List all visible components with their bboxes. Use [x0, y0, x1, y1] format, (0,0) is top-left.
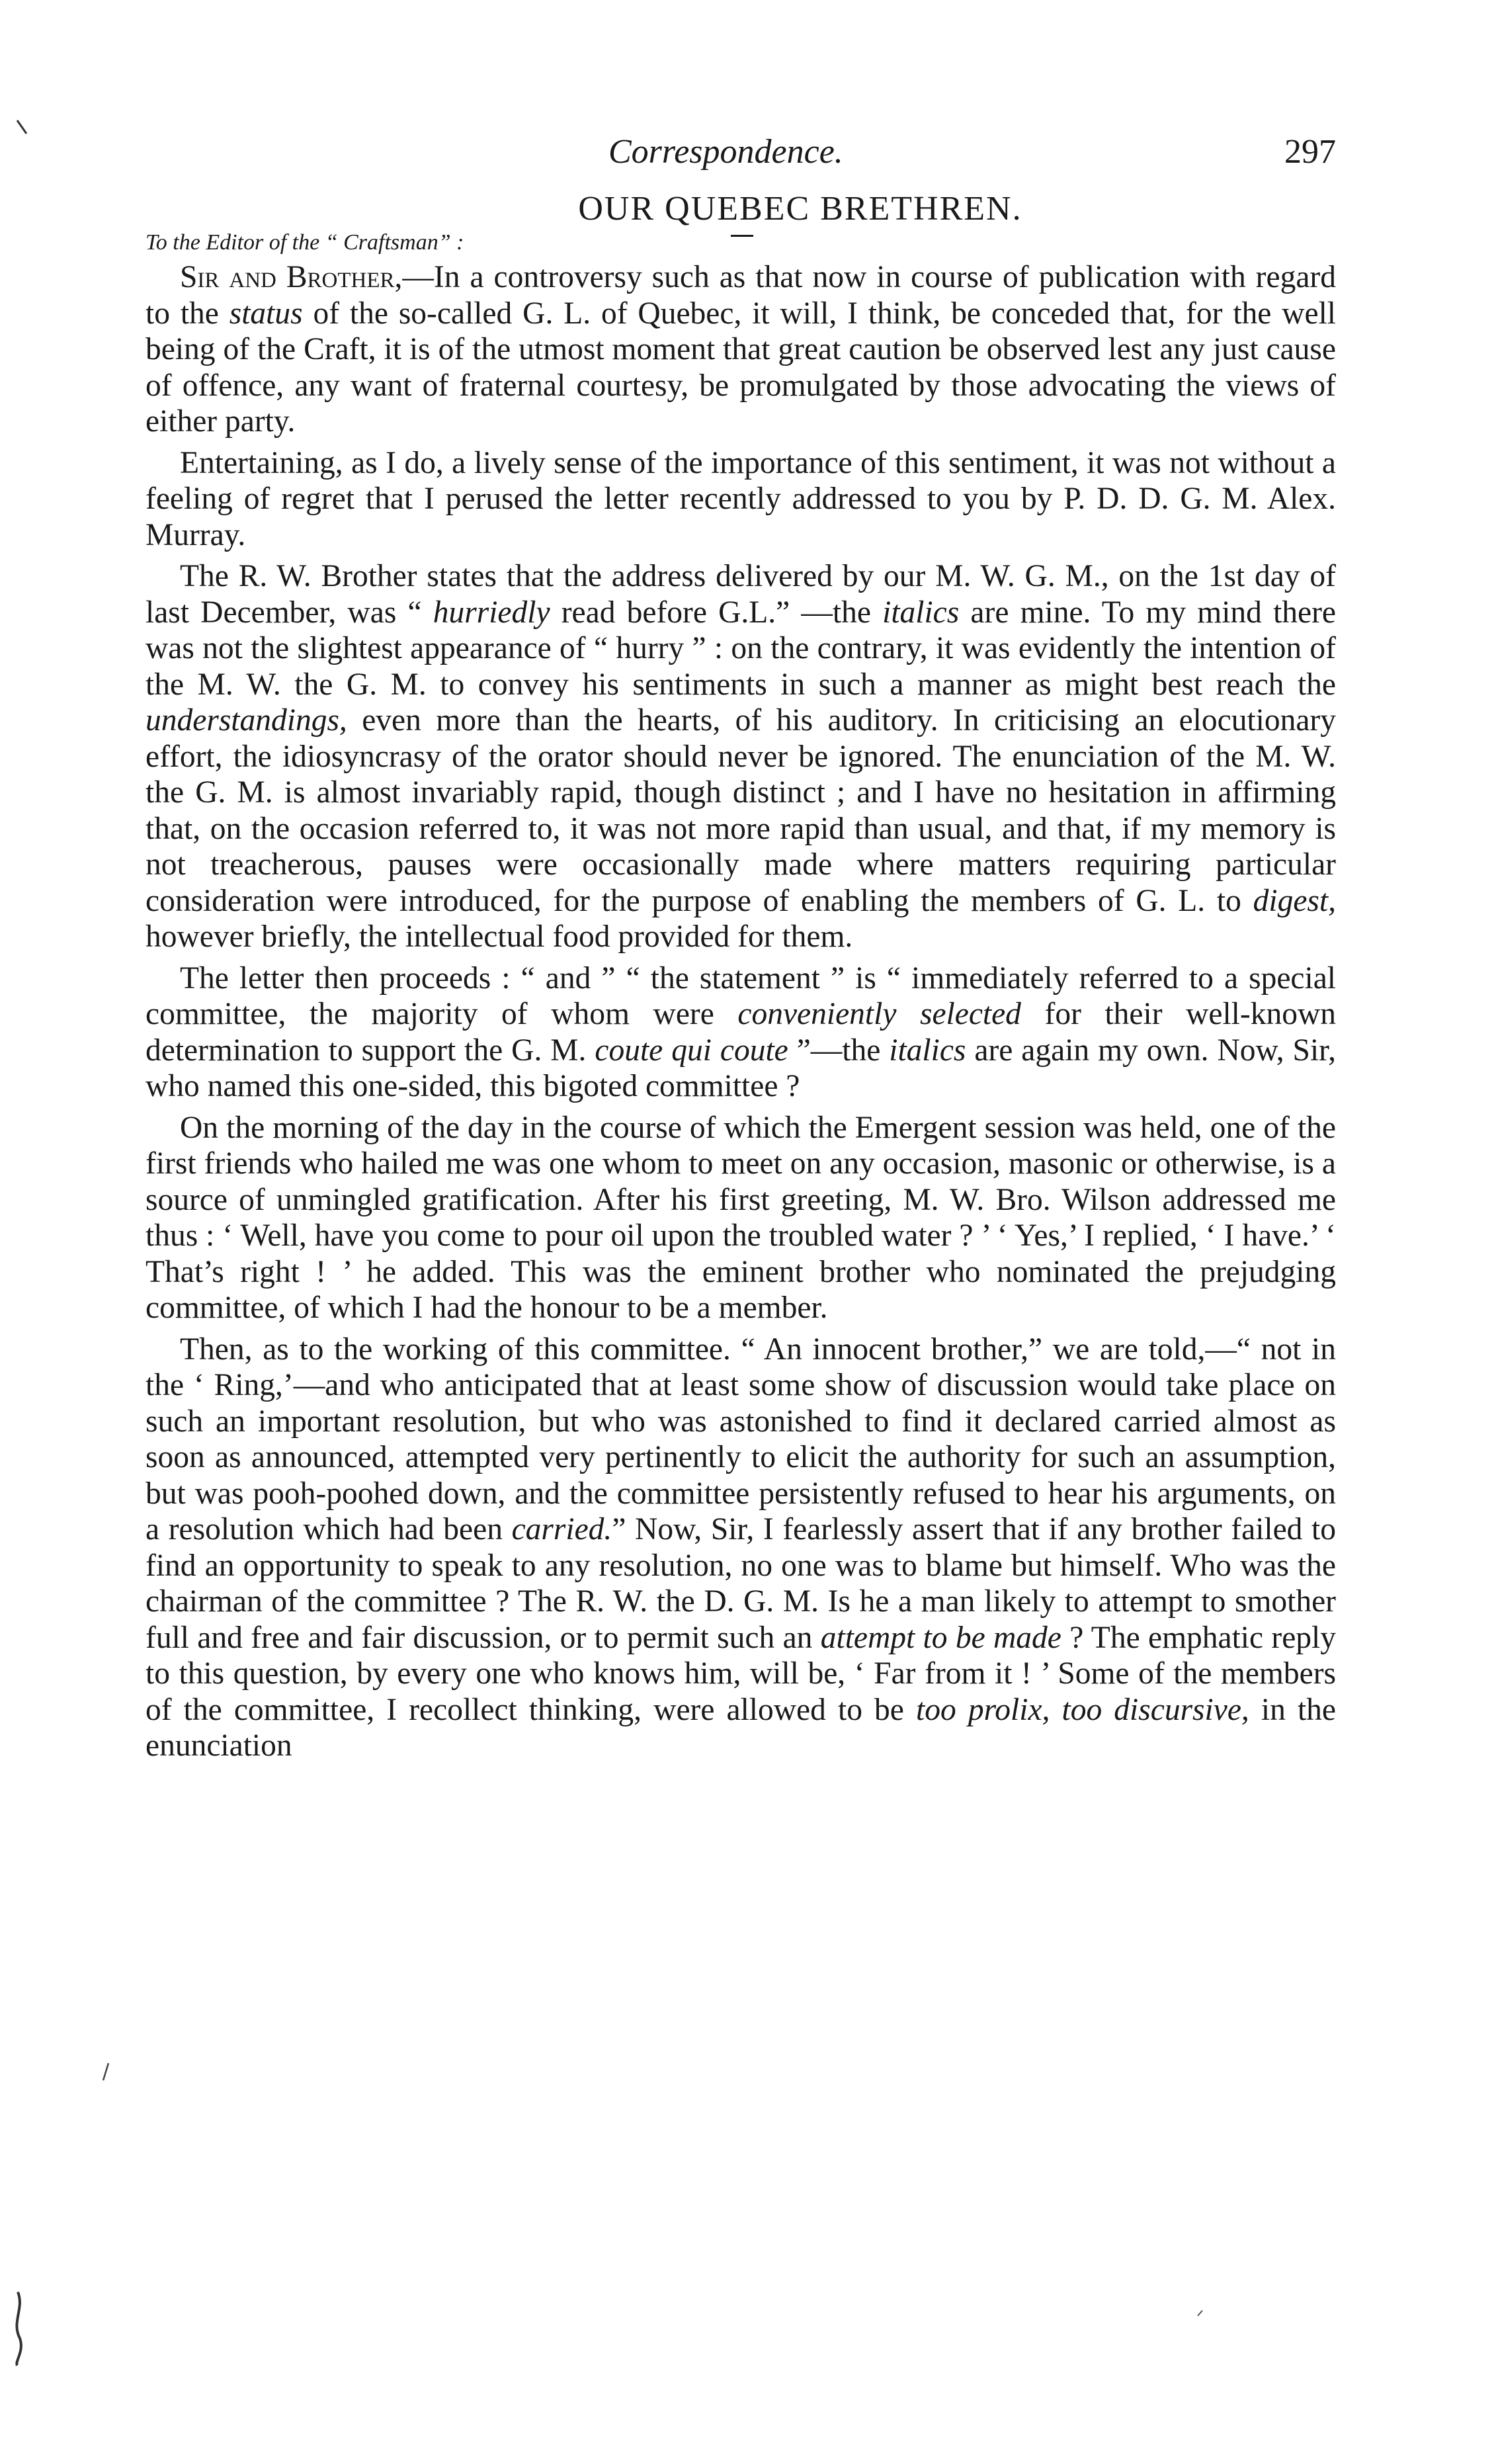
paragraph-6 — [145, 1332, 1336, 1764]
text-run: in the enunciation — [145, 1692, 1336, 1763]
text-run: however briefly, the intellectual food provided for them. — [145, 919, 853, 954]
italic-run: coute qui coute — [595, 1033, 788, 1068]
text-run: ” Now, Sir, I fearlessly assert that if any brother failed to find an opportunity to speak to any resolution, no one was to blame but himself. Who was the chairman of the committee ? The R. W. the D. G. M. Is he a man likely to attempt to smother full and free and fair discussion, or to permit such an — [145, 1512, 1337, 1655]
italic-run: italics — [882, 595, 960, 630]
article-title: OUR QUEBEC BRETHREN. — [578, 190, 1022, 228]
text-run: The letter then proceeds : “ and ” “ the statement ” is “ immediately referred to a special committee, the majority of whom were — [145, 960, 1336, 1031]
text-run: of the so-called G. L. of Quebec, it will, I think, be conceded that, for the well being of the Craft, it is of the utmost moment that great caution be observed lest any just cause of offence, any want of fraternal courtesy, be promulgated by those advocating the views of either party. — [145, 296, 1336, 439]
opening-address: Sir and Brother, — [180, 260, 403, 294]
scan-mark-margin — [99, 2060, 112, 2083]
italic-run: digest, — [1253, 883, 1336, 918]
text-run: even more than the hearts, of his auditory. In criticising an elocutionary effort, the idiosyncrasy of the orator should never be ignored. The enunciation of the M. W. the G. M. is almost invariably rapid, though distinct ; and I have no hesitation in affirming that, on the occasion referred to, it was not more rapid than usual, and that, if my memory is not treacherous, pauses were occasionally made where matters requiring particular consideration were introduced, for the purpose of enabling the members of G. L. to — [145, 703, 1336, 918]
salutation: To the Editor of the “ Craftsman” : — [145, 230, 464, 255]
paragraph-5 — [145, 1110, 1336, 1326]
paragraph-4 — [145, 960, 1336, 1105]
paragraph-2 — [145, 445, 1336, 554]
text-run: ”—the — [788, 1033, 890, 1068]
letter-body — [145, 259, 1336, 1764]
italic-run: understandings, — [145, 703, 347, 738]
text-run: The R. W. Brother states that the address delivered by our M. W. G. M., on the 1st day of last December, was “ — [145, 559, 1336, 630]
italic-run: italics — [889, 1033, 966, 1068]
scan-dot — [1196, 2309, 1205, 2318]
text-run: Entertaining, as I do, a lively sense of the importance of this sentiment, it was not without a feeling of regret that I perused the letter recently addressed to you by P. D. D. G. M. Alex. Murray. — [145, 445, 1336, 552]
italic-run: too prolix, too discursive, — [916, 1692, 1249, 1727]
text-run: are again my own. Now, Sir, who named this one-sided, this bigoted committee ? — [145, 1033, 1336, 1103]
page — [145, 132, 1336, 1769]
text-run: read before G.L.” —the — [550, 595, 883, 630]
italic-run: status — [229, 296, 303, 331]
text-run: for their well-known determination to support the G. M. — [145, 997, 1336, 1068]
paragraph-1 — [145, 259, 1336, 440]
scan-mark-bottom-left — [8, 2289, 28, 2368]
text-run: ? The emphatic reply to this question, by every one who knows him, will be, ‘ Far from it ! ’ Some of the members of the committee, I recollect thinking, were allowed to be — [145, 1620, 1337, 1727]
text-run: Then, as to the working of this committee. “ An innocent brother,” we are told,—“ not in the ‘ Ring,’—and who anticipated that at least some show of discussion would take place on such an important resolution, but who was astonished to find it declared carried almost as soon as announced, attempted very pertinently to elicit the authority for such an assumption, but was pooh-poohed down, and the committee persistently refused to hear his arguments, on a resolution which had been — [145, 1332, 1336, 1547]
italic-run: attempt to be made — [820, 1620, 1061, 1655]
running-head-section: Correspondence. — [608, 133, 843, 171]
paragraph-3 — [145, 558, 1336, 955]
scan-mark-top-left — [15, 118, 30, 138]
italic-run: conveniently selected — [737, 997, 1021, 1031]
running-head — [145, 132, 1336, 185]
text-run: —In a controversy such as that now in course of publication with regard to the — [145, 260, 1336, 331]
italic-run: hurriedly — [433, 595, 550, 630]
text-run: are mine. To my mind there was not the slightest appearance of “ hurry ” : on the contrary, it was evidently the intention of the M. W. the G. M. to convey his sentiments in such a manner as might best reach the — [145, 595, 1337, 702]
page-number: 297 — [1284, 133, 1336, 171]
italic-run: carried. — [511, 1512, 612, 1547]
text-run: On the morning of the day in the course of which the Emergent session was held, one of the first friends who hailed me was one whom to meet on any occasion, masonic or otherwise, is a source of unmingled gratification. After his first greeting, M. W. Bro. Wilson addressed me thus : ‘ Well, have you come to pour oil upon the troubled water ? ’ ‘ Yes,’ I replied, ‘ I have.’ ‘ That’s right ! ’ he added. This was the eminent brother who nominated the prejudging committee, of which I had the honour to be a member. — [145, 1110, 1336, 1325]
